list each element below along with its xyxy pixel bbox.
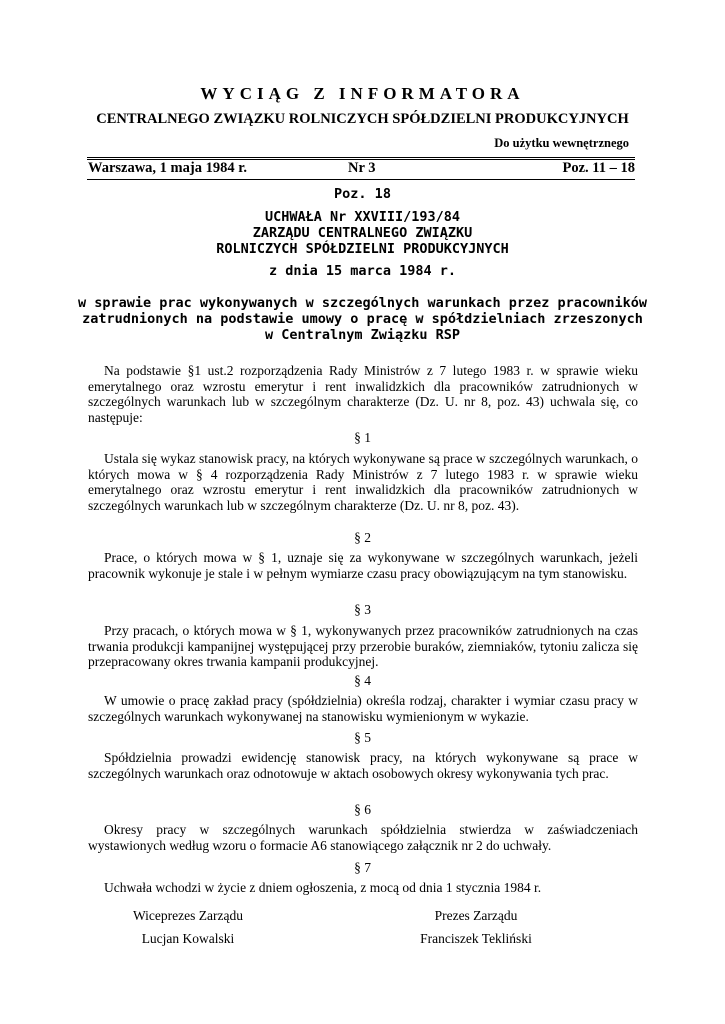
preamble-paragraph: Na podstawie §1 ust.2 rozporządzenia Rady Ministrów z 7 lutego 1983 r. w sprawie wieku emerytalnego oraz wzrostu emerytur i rent inwalidzkich dla pracowników zatrudnionych w szczególnych warunkach lub w szczególnym charakterze (Dz. U. nr 8, poz. 43) uchwala się, co następuje: [88, 363, 638, 425]
resolution-title-line1: UCHWAŁA Nr XXVIII/193/84 [264, 209, 461, 225]
signature-left-role: Wiceprezes Zarządu [132, 908, 243, 923]
issue-number: Nr 3 [348, 160, 376, 176]
resolution-subject-line1: w sprawie prac wykonywanych w szczególnych warunkach przez pracowników [78, 295, 647, 311]
signature-left-name: Lucjan Kowalski [141, 931, 235, 946]
resolution-title-line2: ZARZĄDU CENTRALNEGO ZWIĄZKU [252, 225, 473, 241]
section-6-text: Okresy pracy w szczególnych warunkach spółdzielnia stwierdza w zaświadczeniach wystawionych według wzoru o formacie A6 stanowiącego załącznik nr 2 do uchwały. [88, 822, 638, 853]
section-7-label: § 7 [354, 860, 371, 875]
header-rule-top [87, 157, 635, 158]
internal-use-note: Do użytku wewnętrznego [494, 136, 629, 150]
resolution-title-line3: ROLNICZYCH SPÓŁDZIELNI PRODUKCYJNYCH [216, 241, 509, 257]
header-rule-bottom [87, 179, 635, 180]
section-7-text: Uchwała wchodzi w życie z dniem ogłoszenia, z mocą od dnia 1 stycznia 1984 r. [104, 880, 542, 895]
place-date: Warszawa, 1 maja 1984 r. [88, 160, 247, 176]
section-3-label: § 3 [354, 602, 371, 617]
section-5-label: § 5 [354, 730, 371, 745]
resolution-date: z dnia 15 marca 1984 r. [269, 263, 456, 279]
section-2-text: Prace, o których mowa w § 1, uznaje się za wykonywane w szczególnych warunkach, jeżeli pracownik wykonuje je stale i w pełnym wymiarze czasu pracy obowiązującym na tym stanowisku. [88, 550, 638, 581]
section-5-text: Spółdzielnia prowadzi ewidencję stanowisk pracy, na których wykonywane są prace w szczególnych warunkach oraz odnotowuje w aktach osobowych okresy wykonywania tych prac. [88, 750, 638, 781]
section-4-text: W umowie o pracę zakład pracy (spółdzielnia) określa rodzaj, charakter i wymiar czasu pracy w szczególnych warunkach wykonywanej na stanowisku wymienionym w wykazie. [88, 693, 638, 724]
section-4-label: § 4 [354, 673, 371, 688]
bulletin-subtitle: CENTRALNEGO ZWIĄZKU ROLNICZYCH SPÓŁDZIELNI PRODUKCYJNYCH [96, 111, 629, 127]
section-6-label: § 6 [354, 802, 371, 817]
section-1-text: Ustala się wykaz stanowisk pracy, na których wykonywane są prace w szczególnych warunkach, o których mowa w § 4 rozporządzenia Rady Ministrów z 7 lutego 1983 r. w sprawie wieku emerytalnego oraz wzrostu emerytur i rent inwalidzkich dla pracowników zatrudnionych w szczególnych warunkach lub w szczególnym charakterze (Dz. U. nr 8, poz. 43). [88, 451, 638, 513]
signature-right-name: Franciszek Tekliński [420, 931, 532, 946]
positions-range: Poz. 11 – 18 [562, 160, 635, 176]
bulletin-title: WYCIĄG Z INFORMATORA [200, 84, 525, 103]
resolution-subject-line2: zatrudnionych na podstawie umowy o pracę w spółdzielniach zrzeszonych [82, 311, 643, 327]
section-1-label: § 1 [354, 430, 371, 445]
section-2-label: § 2 [354, 530, 371, 545]
resolution-subject-line3: w Centralnym Związku RSP [264, 327, 461, 343]
signature-right-role: Prezes Zarządu [434, 908, 518, 923]
section-3-text: Przy pracach, o których mowa w § 1, wykonywanych przez pracowników zatrudnionych na czas trwania produkcji kampanijnej występującej przy przerobie buraków, ziemniaków, tytoniu zalicza się przepracowany okres trwania kampanii produkcyjnej. [88, 623, 638, 669]
resolution-position: Poz. 18 [334, 186, 391, 202]
